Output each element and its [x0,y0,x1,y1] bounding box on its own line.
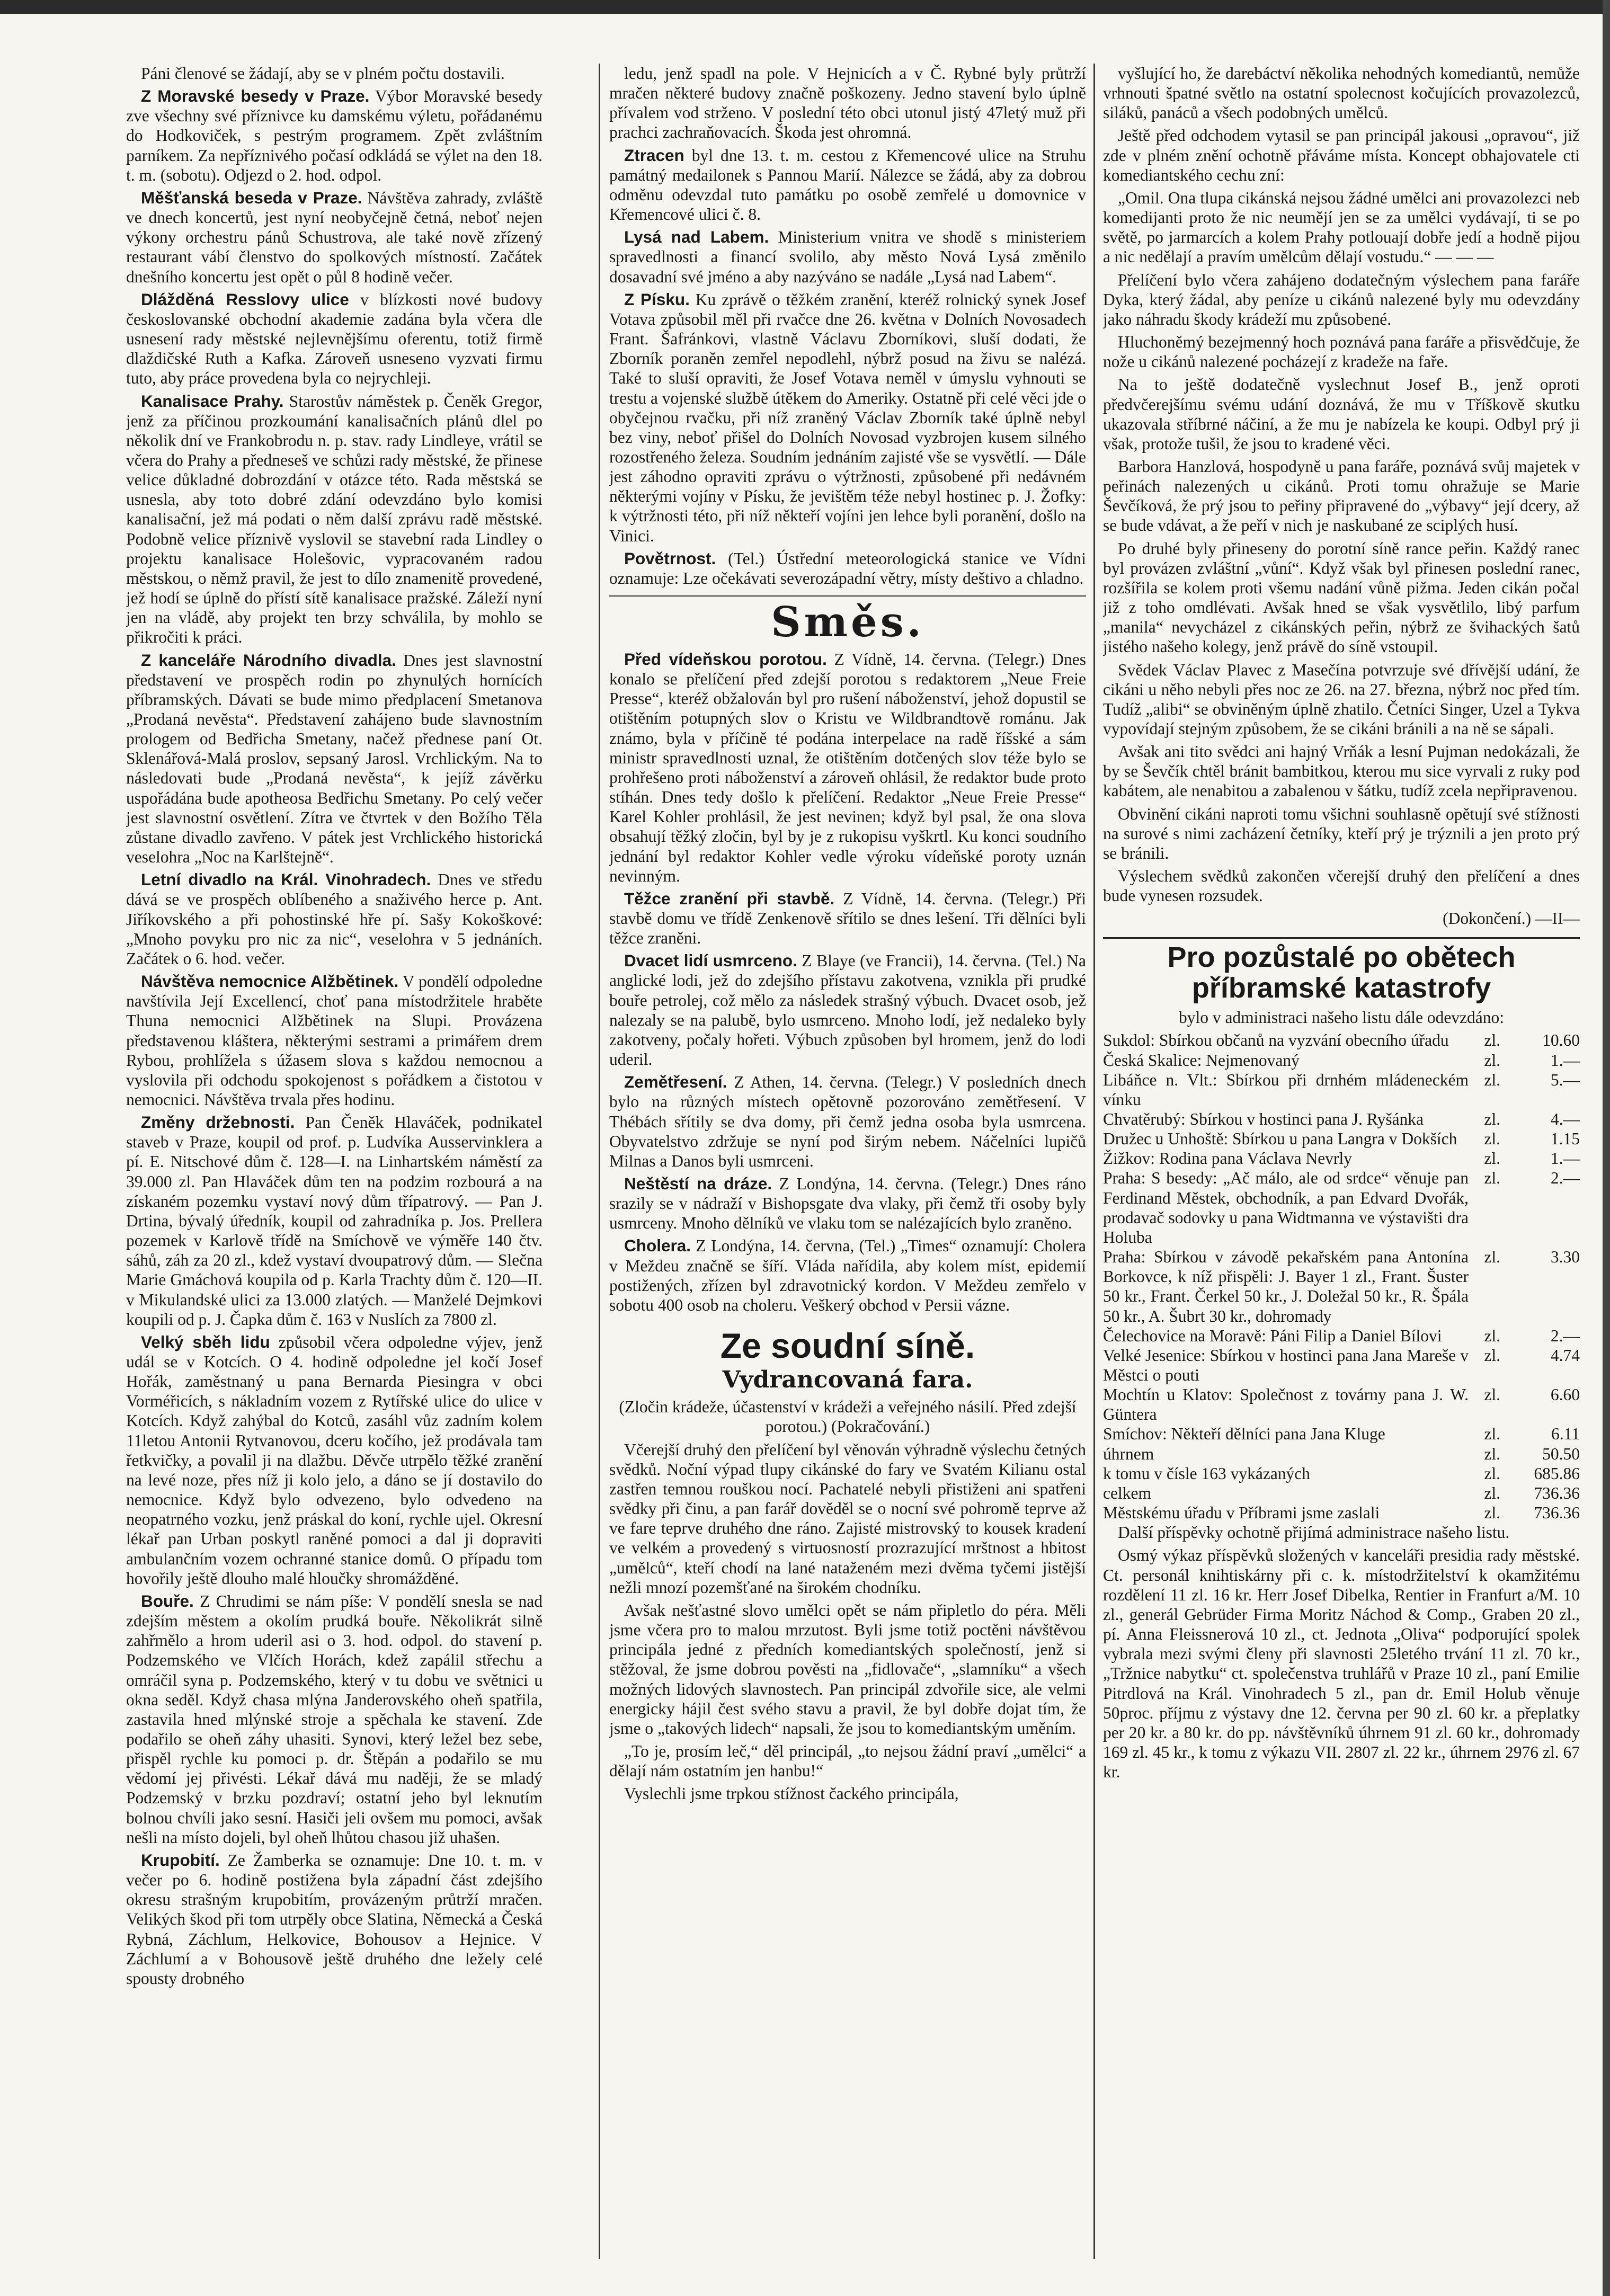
smes-section-title: Směs. [609,595,1086,644]
column-rule-2 [1093,64,1095,2259]
news-item: Měšťanská beseda v Praze. Návštěva zahrady, zvláště ve dnech koncertů, jest nyní neobyčejně četná, neboť nejen výkony orchestru pánů Schustrova, ale také nově zřízený restaurant vábí členstvo do spolkových místností. Začátek dnešního koncertu jest opět o půl 8 hodině večer. [126,188,542,286]
donation-label: Praha: S besedy: „Ač málo, ale od srdce“ věnuje pan Ferdinand Městek, obchodník, a pan Edvard Dvořák, prodavač sodovky u pana Widtmanna ve výstavišti dra Holuba [1103,1169,1469,1247]
donation-cur: zl. [1484,1503,1500,1523]
donation-row [1103,1168,1580,1247]
news-item: Velký sběh lidu způsobil včera odpoledne výjev, jenž udál se v Kotcích. O 4. hodině odpoledne jel kočí Josef Hořák, zaměstnaný u pana Bernarda Piesingra v obci Vorméřicích, s nákladním vozem z Rytířské ulice do ulice v Kotcích. Když zahýbal do Kotců, zasáhl vůz zadním kolem 11letou Antonii Rytvanovou, dceru kočího, jež prodávala tam řetkvičky, a povalil ji na dlažbu. Děvče utrpělo těžké zranění na levé noze, přes níž ji kolo jelo, a dáno se jí dostavilo do nemocnice. Když bylo odvezeno, bylo odvedeno na neopatrného vozku, jenž práskal do koní, rychle ujel. Okresní lékař pan Urban poskytl raněné pomoci a dal ji dopraviti ambulančním vozem ochranné stanice domů. O případu tom hovořily ještě dlouho malé hloučky shromážděné. [126,1332,542,1588]
donation-amt: 685.86 [1534,1464,1580,1483]
donation-amt: 4.— [1550,1109,1580,1128]
article-paragraph: Obvinění cikáni naproti tomu všichni souhlasně opětují své stížnosti na surové s nimi zacházení četníky, kteří prý je trýznili a jen proto prý se bránili. [1103,804,1580,862]
donation-row [1103,1149,1580,1168]
news-item: Dvacet lidí usmrceno. Z Blaye (ve Francii), 14. června. (Tel.) Na anglické lodi, jež do zdejšího přístavu zakotvena, vznikla při prudké bouře petrolej, což mělo za následek strašný výbuch. Dvacet osob, jež nalezaly se na palubě, bylo usmrceno. Mnoho lodí, jež nedaleko byly zakotveny, počaly hořeti. Výbuch způsoben byl hromem, jenž do lodi uderil. [609,951,1086,1069]
donation-amt: 1.— [1550,1149,1580,1168]
article-subtitle: (Zločin krádeže, účastenství v krádeži a veřejného násilí. Před zdejší porotou.) (Pokračování.) [619,1398,1077,1436]
donation-sums [1103,1444,1580,1523]
donation-cur: zl. [1484,1070,1500,1089]
donation-label: úhrnem [1103,1444,1154,1463]
donation-amt: 3.30 [1550,1248,1580,1267]
donation-label: celkem [1103,1483,1151,1502]
sum-row [1103,1444,1580,1464]
donation-label: Družec u Unhoště: Sbírkou u pana Langra v Dokších [1103,1129,1457,1149]
news-item: Dlážděná Resslovy ulice v blízkosti nové budovy českoslovanské obchodní akademie zadána byla včera dle usnesení rady městské nejlevnějšímu oferentu, totiž firmě dlaždičské Ruth a Kafka. Zároveň usneseno vyzvati firmu tuto, aby práce provedena byla co nejrychleji. [126,289,542,388]
article-paragraph: Přelíčení bylo včera zahájeno dodatečným výslechem pana faráře Dyka, který žádal, aby peníze u cikánů nalezené byly mu odevzdány jako náhradu škody krádeží mu způsobené. [1103,270,1580,328]
donation-amt: 4.74 [1550,1346,1580,1365]
article-signature: (Dokončení.) —II— [1443,909,1580,928]
news-item: Z kanceláře Národního divadla. Dnes jest slavnostní představení ve prospěch rodin po zhynulých hornících příbramských. Dávati se bude mimo předplacení Smetanova „Prodaná nevěsta“. Představení zahájeno bude slavnostním prologem od Bedřicha Smetany, načež přednese paní Ot. Sklenářová-Malá proslov, sepsaný Jarosl. Vrchlickým. Na to následovati bude „Prodaná nevěsta“, k jejíž závěrku uspořádána bude apotheosa Bedřichu Smetany. Po celý večer jest slavnostní osvětlení. Zítra ve čtvrtek v den Božího Těla zůstane divadlo zavřeno. V pátek jest Vrchlického historická veselohra „Noc na Karlštejně“. [126,650,542,867]
news-item: Zemětřesení. Z Athen, 14. června. (Telegr.) V posledních dnech bylo na různých místech opětovně pozorováno zemětřesení. V Thébách sřítily se dva domy, při čemž jedna osoba byla usmrcena. Obyvatelstvo zdržuje se nyní pod širým nebem. Náčelníci lupičů Milnas a Danos byli usmrceni. [609,1072,1086,1170]
donation-label: Praha: Sbírkou v závodě pekařském pana Antonína Borkovce, k níž přispěli: J. Bayer 1 zl., Frant. Šuster 50 kr., Frant. Čerkel 50 kr., J. Doležal 50 kr., R. Špála 50 kr., A. Šubrt 30 kr., dohromady [1103,1248,1469,1325]
article-paragraph: Včerejší druhý den přelíčení byl věnován výhradně výslechu četných svědků. Noční výpad tlupy cikánské do fary ve Svatém Kilianu ostal zastřen temnou rouškou nocí. Pachatelé nebyli přistiženi ani spatřeni svědky při činu, a pan farář dověděl se o nocní své pohromě teprve až ve fare teprve druhého dne ráno. Zajisté mistrovský to kousek kradení ve velkém a provedený s virtuosností prozrazující mrštnost a hbitost „umělců“, kteří chodí na lané nataženém mezi dvěma tyčemi jistější nežli mnozí pozemšťané na širokém chodníku. [609,1440,1086,1597]
donation-row [1103,1129,1580,1149]
donation-row [1103,1385,1580,1424]
news-item: Ztracen byl dne 13. t. m. cestou z Křemencové ulice na Struhu památný medailonek s Pannou Marií. Nálezce se žádá, aby za dobrou odměnu odevzdal tuto památku po osobě zemřelé u domovnice v Křemencové ulici č. 8. [609,145,1086,224]
sum-row [1103,1483,1580,1503]
article-paragraph: Po druhé byly přineseny do porotní síně rance peřin. Každý ranec byl provázen zvláštní „vůní“. Když však byl přinesen poslední ranec, rozšířila se kolem proti všemu nadání vůně pižma. Jeden cikán počal již z toho omdlévati. Avšak hned se však vysvětlilo, libý parfum „manila“ nevycházel z cikánských peřin, nýbrž ze švihackých šatů jistého našeho kolegy, jenž právě do síně vstoupil. [1103,539,1580,656]
donation-label: Libáňce n. Vlt.: Sbírkou při drnhém mládeneckém vínku [1103,1070,1469,1109]
donation-row [1103,1030,1580,1050]
article-paragraph: Avšak ani tito svědci ani hajný Vrňák a lesní Pujman nedokázali, že by se Ševčík chtěl bránit bambitkou, kterou mu sice vyrvali z ruky pod kabátem, ale nenabitou a zabalenou v šátku, tudíž zcela nepřipravenou. [1103,742,1580,800]
article-paragraph: Výslechem svědků zakončen včerejší druhý den přelíčení a dnes bude vynesen rozsudek. [1103,867,1580,905]
donation-amt: 1.15 [1550,1129,1580,1149]
news-item: Letní divadlo na Král. Vinohradech. Dnes ve středu dává se ve prospěch oblíbeného a snaživého herce p. Ant. Jiříkovského a při pohostinské hře pí. Sašy Kokoškové: „Mnoho povyku pro nic za nic“, veselohra v 5 jednáních. Začátek o 6. hod. večer. [126,870,542,968]
news-item: Neštěstí na dráze. Z Londýna, 14. června. (Telegr.) Dnes ráno srazily se v nádraží v Bishopsgate dva vlaky, při čemž tři osoby byly usmrceny. Mnoho dělníků ve vlaku tom se nalézajících bylo zraněno. [609,1174,1086,1233]
article-paragraph: Na to ještě dodatečně vyslechnut Josef B., jenž oproti předvčerejšímu svému udání doznává, že mu v Tříškově skutku ukazovala stříbrné náčiní, a že mu je nabízela ke koupi. Odbyl prý ji však, protože tušil, že jsou to kradené věci. [1103,375,1580,453]
katastrofa-title: Pro pozůstalé po obětech příbramské katastrofy [1103,937,1580,1004]
donation-label: Chvatěrubý: Sbírkou v hostinci pana J. Ryšánka [1103,1109,1424,1128]
news-item: Krupobití. Ze Žamberka se oznamuje: Dne 10. t. m. v večer po 6. hodině postižena byla západní část zdejšího okresu strašným krupobitím, provázeným průtrží mračen. Velikých škod při tom utrpěly obce Slatina, Německá a Česká Rybná, Záchlum, Helkovice, Bohousov a Hejnice. V Záchlumí a v Bohousově ještě druhého dne ležely celé spousty drobného [126,1850,542,1988]
donation-label: Česká Skalice: Nejmenovaný [1103,1051,1300,1070]
donation-amt: 736.36 [1534,1483,1580,1502]
donation-row [1103,1109,1580,1129]
donation-cur: zl. [1484,1425,1500,1444]
donation-label: k tomu v čísle 163 vykázaných [1103,1464,1311,1483]
scan-right-edge [1603,0,1610,2296]
sum-row [1103,1503,1580,1523]
article-paragraph: „To je, prosím leč,“ děl principál, „to nejsou žádní praví „umělci“ a dělají nám ostatním jen hanbu!“ [609,1741,1086,1781]
news-item: Kanalisace Prahy. Starostův náměstek p. Čeněk Gregor, jenž za příčinou prozkoumání kanalisačních plánů dlel po několik dní ve Frankobrodu n. p. stav. rady Lindleye, vrátil se včera do Prahy a předneseš ve schůzi rady městské, že přinese velice důkladné dobrozdání v otázce této. Rada městská se usnesla, aby toto dobré zdání odevzdáno bylo komisi kanalisační, jež má podati o něm další zprávu radě městské. Podobně velice příznivě vyslovil se stavební rada Lindley o projektu kanalisace Holešovic, vypracovaném radou městskou, o němž pravil, že jest to dílo znamenitě provedené, jež hodí se úplně do přístí sítě kanalisace pražské. Záleží nyní jen na vládě, aby projekt ten brzy schválila, by mohlo se přikročiti k práci. [126,391,542,647]
article-paragraph: „Omil. Ona tlupa cikánská nejsou žádné umělci ani provazolezci neb komedijanti proto že nic neumějí jen se za umělci vydávají, ti se po světě, po jarmarcích a kolem Prahy potlouají dobře jedí a hodně pijou a nic nedělají a pravím umělcům dělají vostudu.“ — — — [1103,188,1580,266]
donation-row [1103,1247,1580,1326]
donation-row [1103,1424,1580,1444]
article-paragraph: Avšak nešťastné slovo umělci opět se nám připletlo do péra. Měli jsme včera pro to malou mrzutost. Byli jsme totiž poctěni návštěvou principála jedné z předních komediantských společností, jenž si stěžoval, že jsme dobrou pověsti na „fidlovače“, „slamníku“ a všech možných lidových slavnostech. Pan principál zdvořile sice, ale velmi energicky hájil čest svého stavu a pravil, že byl dobře dojat tím, že jsme o „takových lidech“ napsali, že jsou to komediantským uměním. [609,1600,1086,1738]
donation-cur: zl. [1484,1483,1500,1502]
court-section-title: Ze soudní síně. [720,1326,975,1366]
news-item: ledu, jenž spadl na pole. V Hejnicích a v Č. Rybné byly průtrží mračen některé budovy značně poškozeny. Jedno stavení bylo úplně přívalem vod strženo. V poslední této obci utonul jistý 47letý muž při prachci zachraňovacích. Škoda jest ohromná. [609,64,1086,142]
donation-amt: 10.60 [1542,1031,1580,1050]
donation-cur: zl. [1484,1129,1500,1149]
donation-cur: zl. [1484,1031,1500,1050]
column-rule-1 [599,64,600,2259]
article-paragraph: Osmý výkaz příspěvků složených v kanceláři presidia rady městské. Ct. personál knihtiskárny při c. k. místodržitelství k okamžitému rozdělení 11 zl. 16 kr. Herr Josef Dibelka, Rentier in Franfurt a/M. 10 zl., generál Gebrüder Firma Moritz Náchod & Comp., Graben 20 zl., pí. Anna Fleissnerová 10 zl., ct. Jednota „Oliva“ podporující spolek vybrala mezi svými členy při slavnosti 25letého trvání 11 zl. 70 kr., „Tržnice nabytku“ ct. společenstva truhlářů v Praze 10 zl., paní Emilie Pitrdlová na Král. Vinohradech 5 zl., pan dr. Emil Holub věnuje 50proc. příjmu z výstavy dne 12. června per 90 zl. 60 kr. a přeplatky per 20 kr. a 80 kr. do pp. návštěvníků úhrnem 91 zl. 60 kr., dohromady 169 zl. 45 kr., k tomu z výkazu VII. 2807 zl. 22 kr., úhrnem 2976 zl. 67 kr. [1103,1546,1580,1782]
donation-label: Sukdol: Sbírkou občanů na vyzvání obecního úřadu [1103,1031,1449,1050]
article-paragraph: Hluchoněmý bezejmenný hoch poznává pana faráře a přisvědčuje, že nože u cikánů nalezené pocházejí z kradeže na faře. [1103,333,1580,371]
column-1 [126,64,542,2259]
donation-amt: 1.— [1550,1051,1580,1070]
katastrofa-intro: bylo v administraci našeho listu dále odevzdáno: [1178,1008,1505,1027]
news-item: Z Moravské besedy v Praze. Výbor Moravské besedy zve všechny své příznivce ku damskému výletu, pořádanému do Hodkoviček, s pestrým programem. Zpět zvláštním parníkem. Za nepříznivého počasí odkládá se výlet na den 18. t. m. (sobotu). Odjezd o 2. hod. odpol. [126,86,542,184]
donation-label: Smíchov: Někteří dělníci pana Jana Kluge [1103,1425,1385,1444]
scan-top-edge [0,0,1610,14]
article-paragraph: vyšlující ho, že darebáctví několika nehodných komediantů, nemůže vrhnouti špatné světlo na ostatní spolecnost kočujících provazolezců, siláků, panáců a všech podobných umělců. [1103,64,1580,122]
donation-cur: zl. [1484,1248,1500,1267]
donation-cur: zl. [1484,1385,1500,1404]
sum-row [1103,1464,1580,1483]
news-item: Z Písku. Ku zprávě o těžkém zranění, kteréž rolnický synek Josef Votava způsobil měl při rvačce dne 26. května v Dolních Novosadech Frant. Šafránkovi, vlastně Václavu Zborníkovi, sluší dodati, že Zborník poraněn zemřel nepodlehl, nýbrž posud na živu se nalézá. Také to sluší opraviti, že Josef Votava neměl v úmyslu vyhnouti se trestu a vojenské službě útěkem do Ameriky. Ostatně při celé věci jde o obyčejnou rvačku, při níž zraněný Václav Zborník také úplně nebyl bez viny, neboť přišel do Dolních Novosad vyzbrojen kusem silného rozostřeného železa. Soudním jednáním zajisté vše se vysvětlí. — Dále jest záhodno opraviti zprávu o výtržnosti, způsobené při nedávném některými vojíny v Písku, že jevištěm téže nebyl hostinec p. J. Žofky: k výtržnosti této, při níž někteří vojíni jen lehce byli poranění, došlo na Vinici. [609,289,1086,545]
article-paragraph: Ještě před odchodem vytasil se pan principál jakousi „opravou“, již zde v plném znění ochotně přáváme místa. Koncept obhajovatele cti komediantského cechu zní: [1103,126,1580,184]
donation-row [1103,1346,1580,1385]
article-paragraph: Další příspěvky ochotně přijímá administrace našeho listu. [1118,1523,1510,1542]
news-item: Páni členové se žádají, aby se v plném počtu dostavili. [141,64,505,83]
news-item: Povětrnost. (Tel.) Ústřední meteorologická stanice ve Vídni oznamuje: Lze očekávati severozápadní větry, místy deštivo a chladno. [609,548,1086,588]
article-paragraph: Vyslechli jsme trpkou stížnost čackého principála, [624,1784,959,1803]
donation-list [1103,1030,1580,1444]
column-3 [1103,64,1580,2259]
donation-cur: zl. [1484,1109,1500,1128]
donation-amt: 2.— [1550,1326,1580,1345]
donation-label: Žižkov: Rodina pana Václava Nevrly [1103,1149,1353,1168]
donation-cur: zl. [1484,1051,1500,1070]
article-paragraph: Barbora Hanzlová, hospodyně u pana faráře, poznává svůj majetek v peřinách nalezených u cikánů. Proti tomu ohražuje se Marie Ševčíková, že prý jsou to peřiny připravené do „výbavy“ její dcery, až se bude vdávat, a že peří v nich je naskubané ze sciplých husí. [1103,457,1580,535]
donation-cur: zl. [1484,1464,1500,1483]
donation-cur: zl. [1484,1444,1500,1463]
news-item: Lysá nad Labem. Ministerium vnitra ve shodě s ministeriem spravedlnosti a financí svolilo, aby město Nová Lysá změnilo dosavadní své jméno a aby nazýváno se nadále „Lysá nad Labem“. [609,227,1086,286]
news-item: Těžce zranění při stavbě. Z Vídně, 14. června. (Telegr.) Při stavbě domu ve třídě Zenkenově sřítilo se dnes lešení. Tři dělníci byli těžce zraněni. [609,888,1086,948]
article-title: Vydrancovaná fara. [722,1366,973,1394]
donation-label: Čelechovice na Moravě: Páni Filip a Daniel Bílovi [1103,1326,1442,1345]
news-item: Změny držebnosti. Pan Čeněk Hlaváček, podnikatel staveb v Praze, koupil od prof. p. Ludvíka Ausservinklera a pí. E. Nitschové dům č. 128—I. na Linhartském náměstí za 39.000 zl. Pan Hlaváček dům ten na podzim rozbourá a na získaném pozemku vystaví nový dům třípatrový. — Pan J. Drtina, bývalý úředník, koupil od zahradníka p. Jos. Prellera pozemek v Karlově třídě na Smíchově ve výměře 140 čtv. sáhů, záh za 20 zl., kdež vystaví dvoupatrový dům. — Slečna Marie Gmáchová koupila od p. Karla Trachty dům č. 120—II. v Mikulandské ulici za 13.000 zlatých. — Manželé Dejmkovi koupili od p. J. Čapka dům č. 163 v Nuslích za 7800 zl. [126,1113,542,1329]
donation-cur: zl. [1484,1149,1500,1168]
donation-cur: zl. [1484,1169,1500,1188]
donation-amt: 5.— [1550,1070,1580,1089]
news-item: Cholera. Z Londýna, 14. června, (Tel.) „Times“ oznamují: Cholera v Meždeu značně se šíří. Vláda nařídila, aby kolem míst, epidemií postižených, zřízen byl zdravotnický kordon. V Meždeu zemřelo v sobotu 400 osob na choleru. Veškerý obchod v Persii vázne. [609,1236,1086,1314]
donation-amt: 6.60 [1550,1385,1580,1404]
column-2 [609,64,1086,2259]
donation-row [1103,1070,1580,1109]
donation-amt: 6.11 [1551,1425,1580,1444]
news-item: Před vídeňskou porotou. Z Vídně, 14. června. (Telegr.) Dnes konalo se přelíčení před zdejší porotou s redaktorem „Neue Freie Presse“, kteréž obžalován byl pro rušení náboženství, jehož dopustil se otištěním potupných slov o Kristu ve Wildbrandtově románu. Jak známo, byla v příčině té podána interpelace na radě říšské a sám ministr spravedlnosti uznal, že otištěním dotčených slov téže bylo se prohřešeno proti náboženství a zároveň ohlásil, že redaktor bude proto stíhán. Dnes tedy došlo k přelíčení. Redaktor „Neue Freie Presse“ Karel Kohler prohlásil, že jest nevinen; když byl psal, že ona slova obsahují těžký zločin, byl by je z rukopisu vyškrtl. Ku konci soudního jednání byl redaktor Kohler vedle výroku vídeňské poroty uznán nevinným. [609,649,1086,885]
donation-amt: 2.— [1550,1169,1580,1188]
donation-cur: zl. [1484,1326,1500,1345]
donation-label: Velké Jesenice: Sbírkou v hostinci pana Jana Mareše v Městci o pouti [1103,1346,1469,1384]
donation-label: Městskému úřadu v Příbrami jsme zaslali [1103,1503,1380,1523]
donation-row [1103,1051,1580,1070]
donation-label: Mochtín u Klatov: Společnost z továrny pana J. W. Güntera [1103,1385,1469,1424]
donation-row [1103,1326,1580,1346]
donation-amt: 736.36 [1534,1503,1580,1523]
donation-cur: zl. [1484,1346,1500,1365]
news-item: Návštěva nemocnice Alžbětinek. V pondělí odpoledne navštívila Její Excellencí, choť pana místodržitele hraběte Thuna nemocnici Alžbětinek na Slupi. Provázena představenou kláštera, některými sestrami a primářem drem Rybou, prohlížela s úžasem slova s každou nemocnou a vyslovila při odchodu spokojenost s pořádkem a čistotou v nemocnici. Návštěva trvala přes hodinu. [126,972,542,1109]
donation-amt: 50.50 [1542,1444,1580,1463]
article-paragraph: Svědek Václav Plavec z Masečína potvrzuje své dřívější udání, že cikáni u něho nebyli přes noc ze 26. na 27. března, nýbrž noc před tím. Tudíž „alibi“ se obviněným úplně zhatilo. Četníci Singer, Uzel a Tykva vypovídají stejným způsobem, že se cikáni bránili a na ně se sápali. [1103,660,1580,738]
news-item: Bouře. Z Chrudimi se nám píše: V pondělí snesla se nad zdejším městem a okolím prudká bouře. Několikrát silně zahřmělo a hrom uderil asi o 3. hod. odpol. do stavení p. Podzemského ve Vlčích Horách, kdež zapálil střechu a omráčil syna p. Podzemského, který v tu dobu ve světnici u okna seděl. Když chasa mlýna Janderovského oheň spatřila, zastavila hned mlýnské stroje a spěchala ke stavení. Zde podařilo se oheň záhy uhasiti. Synovi, který ležel bez sebe, přispěl rychle ku pomoci p. dr. Štěpán a podařilo se mu vědomí jej přivésti. Lékař dává mu naději, že se mladý Podzemský v brzku pozdraví; ostatní jeho byl leknutím bolnou chvíli jako sesní. Hasiči jeli ovšem mu pomoci, avšak nešli na místo dojeli, byl oheň lhůtou chasou již uhašen. [126,1591,542,1847]
